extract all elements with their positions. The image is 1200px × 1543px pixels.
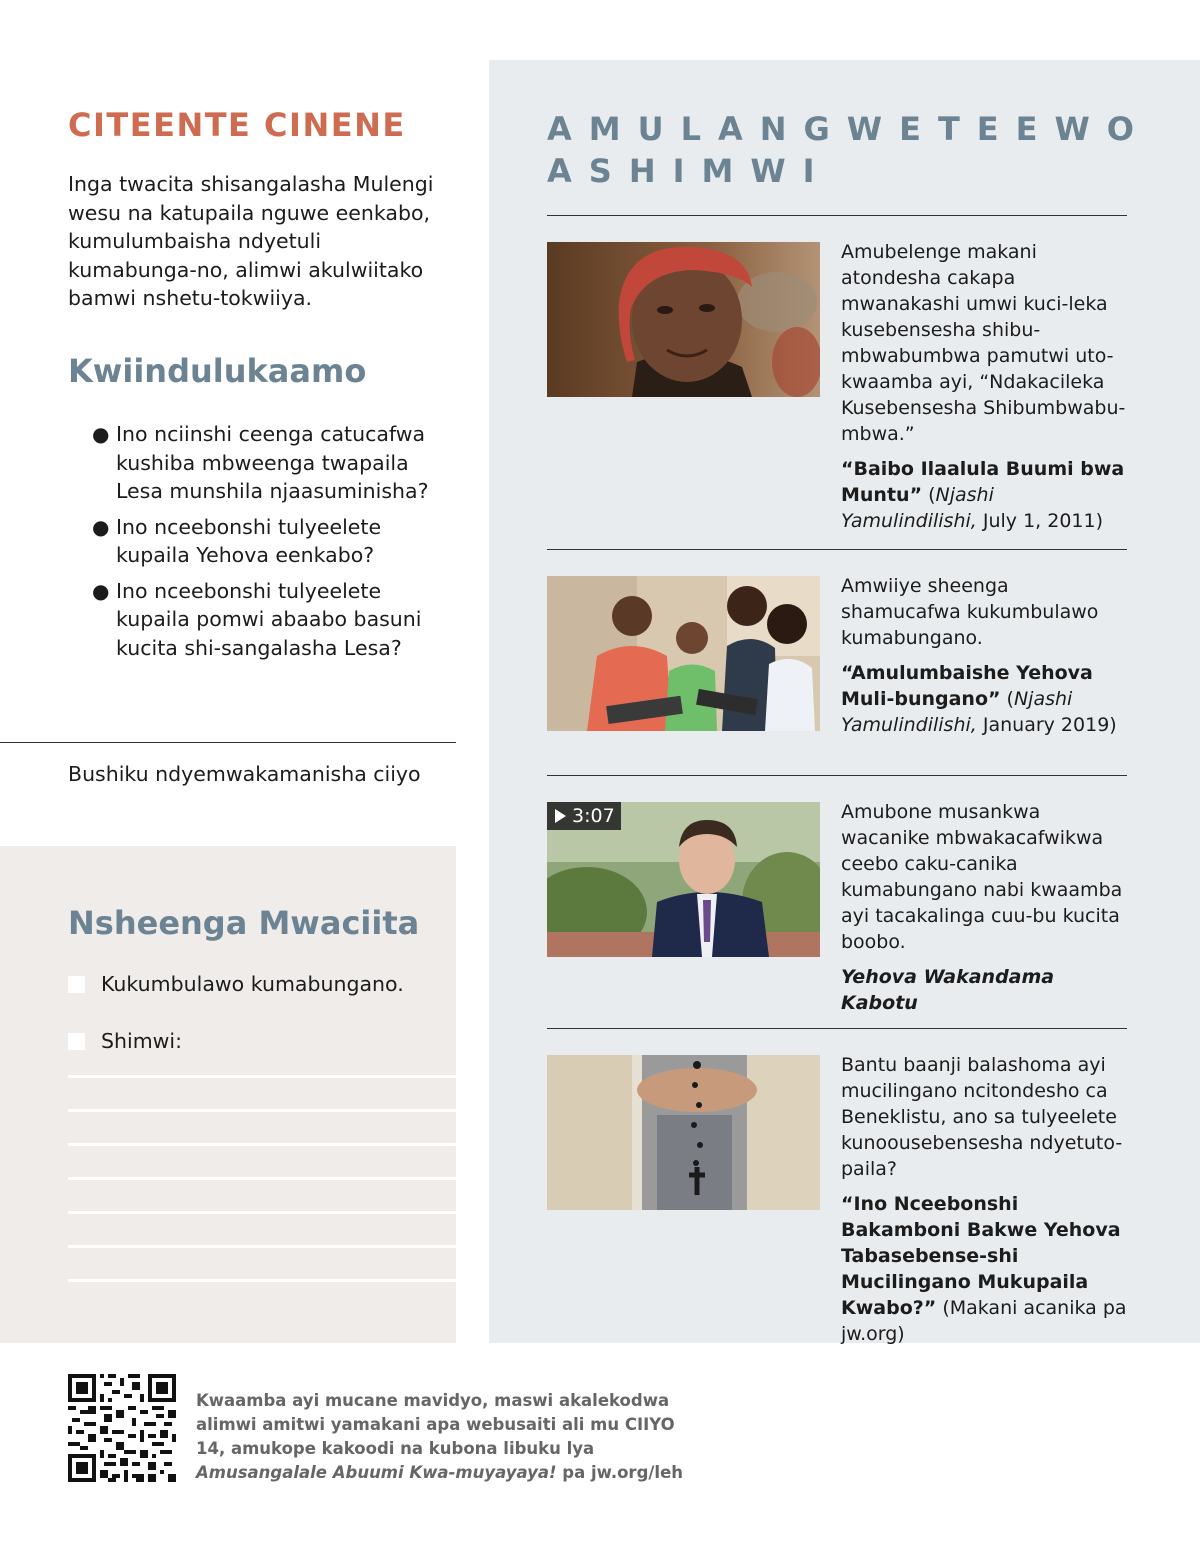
summary-text: Inga twacita shisangalasha Mulengi wesu na katupaila nguwe eenkabo, kumulumbaisha ndyetuli kumabunga-no, alimwi akulwiitako bamwi nshetu-tokwiiya. [68,172,434,310]
resource-item [841,573,1131,738]
footer-link-text[interactable]: pa jw.org/leh [562,1463,684,1482]
bullet-icon: ● [92,578,110,603]
review-question [92,513,460,570]
question-text: Ino nciinshi ceenga catucafwa kushiba mbweenga twapaila Lesa munshila njaasuminisha? [116,422,429,503]
bullet-icon: ● [92,422,110,446]
resource-description: Amubone musankwa wacanike mbwakacafwikwa ceebo caku-canika kumabungano nabi kwaamba ayi tacakalinga cuu-bu kucita boobo. [841,801,1123,953]
completion-date-label: Bushiku ndyemwakamanisha ciiyo [68,762,421,786]
write-line [68,1211,456,1214]
divider [0,742,456,743]
more-resources-title: AMULANGWETEEWO ASHIMWI [547,110,1151,190]
review-questions [92,420,460,669]
checkbox-icon[interactable] [68,1033,85,1050]
video-duration-badge [547,802,621,830]
divider [547,549,1127,550]
write-line [68,1143,456,1146]
resource-link[interactable]: Yehova Wakandama Kabotu [841,966,1055,1014]
smiling-woman-photo[interactable] [547,242,820,397]
book-title: Amusangalale Abuumi Kwa-muyayaya! [196,1463,557,1482]
review-question [92,577,460,663]
resource-description: Amubelenge makani atondesha cakapa mwanakashi umwi kuci-leka kusebensesha shibu-mbwabumbwa pamutwi uto-kwaamba ayi, “Ndakacileka Kusebensesha Shibumbwabu-mbwa.” [841,241,1126,445]
man-in-suit-video[interactable] [547,802,820,957]
resource-link[interactable]: “Baibo Ilaalula Buumi bwa Muntu” [841,458,1125,506]
review-title: Kwiindulukaamo [68,352,367,390]
write-line [68,1279,456,1282]
bullet-icon: ● [92,514,110,539]
publication-name: Njashi Yamulindilishi, [841,688,1073,736]
resource-item [841,1052,1131,1347]
write-line [68,1075,456,1078]
publication-date: July 1, 2011) [982,510,1104,532]
publication-name: Njashi Yamulindilishi, [841,484,994,532]
footer-text-before: Kwaamba ayi mucane mavidyo, maswi akalekodwa alimwi amitwi yamakani apa webusaiti ali mu CIIYO 14, amukope kakoodi na kubona libuku lya [196,1391,675,1458]
resource-citation[interactable]: “Baibo Ilaalula Buumi bwa Muntu” (Njashi Yamulindilishi, July 1, 2011) [841,458,1125,532]
todo-item-label: Kukumbulawo kumabungano. [101,972,404,996]
resource-citation[interactable] [841,964,1131,1016]
todo-item-label: Shimwi: [101,1029,183,1053]
video-duration: 3:07 [572,805,615,827]
divider [547,775,1127,776]
resource-citation[interactable]: “Amulumbaishe Yehova Muli-bungano” (Njashi Yamulindilishi, January 2019) [841,662,1117,736]
resource-citation[interactable] [841,1191,1131,1347]
question-text: Ino nceebonshi tulyeelete kupaila Yehova eenkabo? [116,514,382,567]
resource-item [841,239,1131,534]
qr-code-icon[interactable] [68,1374,176,1482]
write-line [68,1245,456,1248]
write-line [68,1177,456,1180]
checkbox-icon[interactable] [68,976,85,993]
resource-item [841,799,1131,1016]
footer-note [196,1389,688,1485]
question-text: Ino nceebonshi tulyeelete kupaila pomwi abaabo basuni kucita shi-sangalasha Lesa? [116,578,422,660]
family-study-photo[interactable] [547,576,820,731]
review-question [92,420,460,506]
resource-link[interactable]: “Amulumbaishe Yehova Muli-bungano” [841,662,1093,710]
todo-title: Nsheenga Mwaciita [68,904,420,942]
divider [547,215,1127,216]
play-icon [555,809,566,823]
write-line [68,1109,456,1112]
rosary-hands-photo[interactable] [547,1055,820,1210]
divider [547,1028,1127,1029]
resource-description: Bantu baanji balashoma ayi mucilingano ncitondesho ca Beneklistu, ano sa tulyeelete kunoousebensesha ndyetuto-paila? [841,1054,1123,1180]
publication-source: (Makani acanika pa jw.org) [841,1297,1127,1345]
summary-title: CITEENTE CINENE [68,106,406,144]
resource-link[interactable]: “Ino Nceebonshi Bakamboni Bakwe Yehova Tabasebense-shi Mucilingano Mukupaila Kwabo?” [841,1193,1121,1319]
resource-description: Amwiiye sheenga shamucafwa kukumbulawo kumabungano. [841,575,1099,649]
publication-date: January 2019) [982,714,1117,736]
